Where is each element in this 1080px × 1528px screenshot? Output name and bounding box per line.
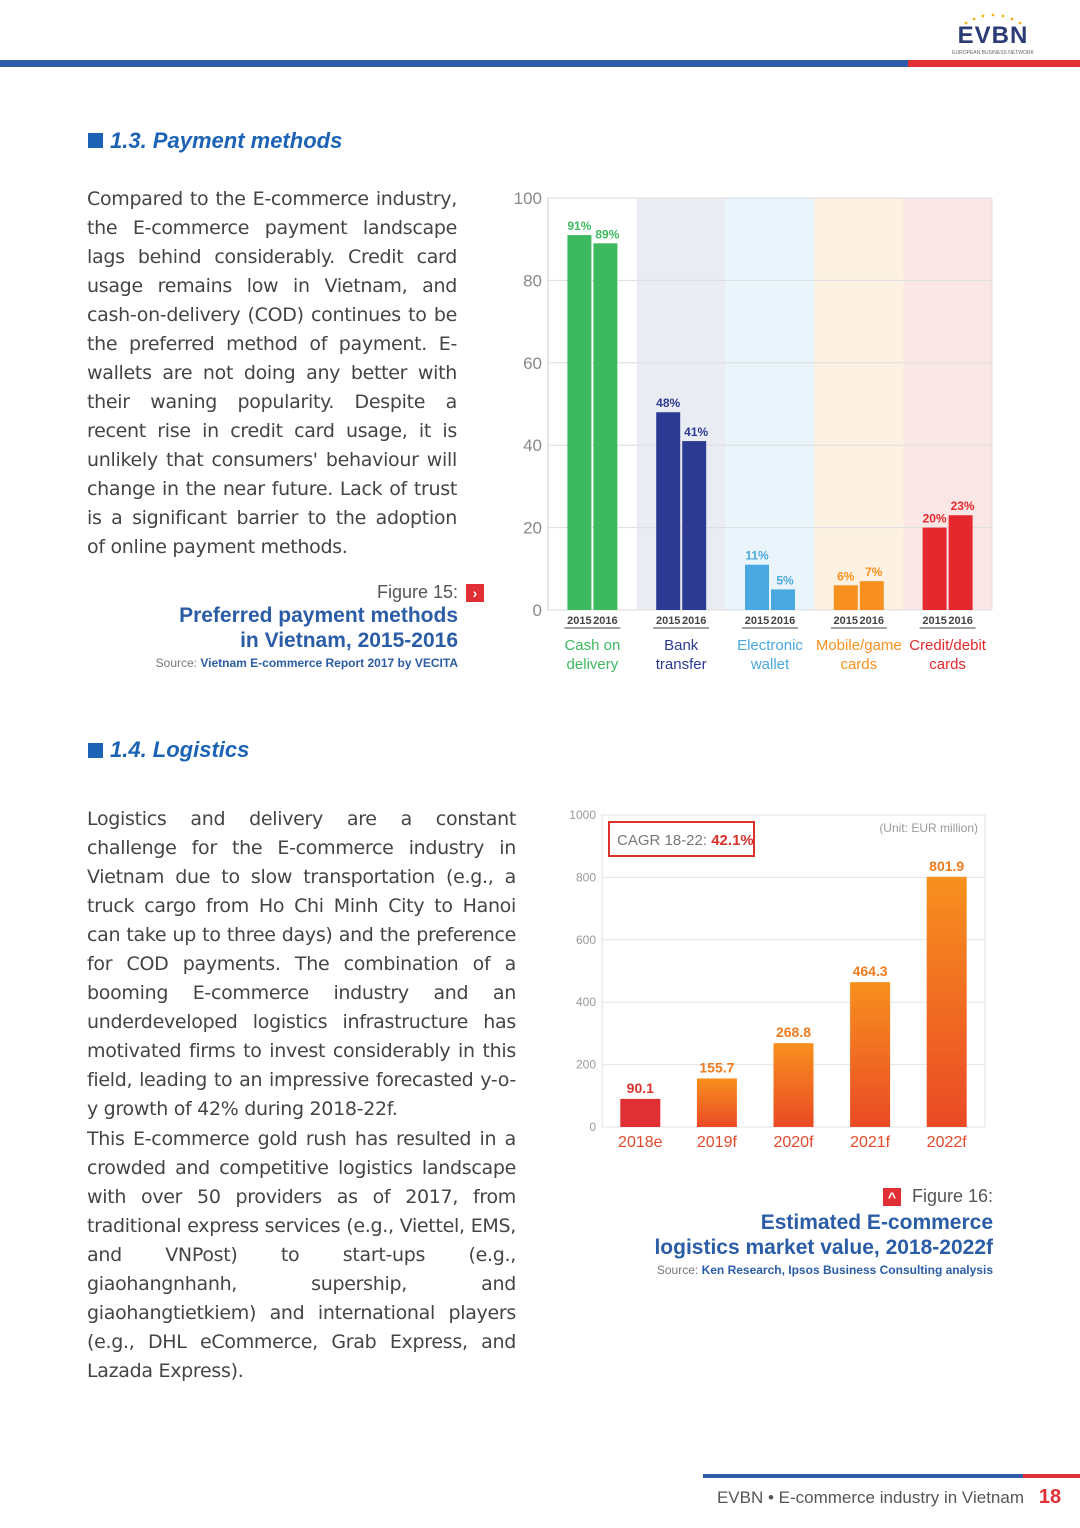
y-tick-label: 0 — [532, 601, 542, 620]
bar-2015 — [567, 235, 591, 610]
year-label-2016: 2016 — [770, 615, 796, 627]
category-band — [548, 198, 637, 610]
y-tick-label: 40 — [523, 436, 542, 456]
bar-2016 — [949, 515, 973, 610]
section-marker — [88, 133, 103, 148]
x-tick-label: 2022f — [926, 1134, 967, 1151]
data-label: 268.8 — [775, 1024, 812, 1041]
x-tick-label: 2021f — [850, 1134, 891, 1151]
footer-bar-red — [1023, 1474, 1080, 1478]
figure-label-text: Figure 16: — [911, 1186, 993, 1206]
y-tick-label: 80 — [523, 271, 542, 291]
year-label-2015: 2015 — [567, 615, 592, 627]
figure-15-title — [120, 603, 458, 653]
bar-2015 — [923, 528, 947, 610]
category-label: delivery — [566, 656, 619, 673]
source-prefix: Source: — [656, 1263, 702, 1277]
bar-2015 — [745, 565, 769, 610]
year-label-2016: 2016 — [593, 615, 618, 627]
figure-16-source — [560, 1263, 993, 1277]
bar-2016 — [771, 589, 795, 610]
chevron-right-icon: › — [466, 584, 484, 602]
data-label-2016: 41% — [684, 425, 709, 440]
footer-text: EVBN • E-commerce industry in Vietnam — [716, 1488, 1024, 1507]
data-label: 801.9 — [929, 857, 965, 874]
data-label-2016: 5% — [776, 573, 794, 588]
bar-2016 — [860, 581, 884, 610]
footer-bar-blue — [703, 1474, 1023, 1478]
bar-2016 — [682, 441, 706, 610]
y-tick-label: 800 — [575, 870, 596, 885]
data-label-2015: 48% — [656, 396, 681, 411]
logo-subtitle: EUROPEAN BUSINESS NETWORK — [952, 50, 1034, 56]
category-band — [814, 198, 903, 610]
y-tick-label: 1000 — [569, 808, 596, 822]
unit-note: (Unit: EUR million) — [879, 821, 978, 835]
bar — [774, 1043, 814, 1127]
year-label-2016: 2016 — [859, 615, 885, 627]
data-label-2015: 11% — [745, 548, 769, 563]
bar — [620, 1099, 660, 1127]
section-title-payment: 1.3. Payment methods — [110, 128, 343, 153]
section-title-logistics: 1.4. Logistics — [110, 737, 250, 762]
data-label-2016: 7% — [865, 565, 883, 580]
data-label-2016: 89% — [595, 227, 620, 242]
category-label: wallet — [750, 656, 790, 673]
figure-15-source — [100, 656, 458, 670]
category-band — [637, 198, 726, 610]
figure-title-line-2: in Vietnam, 2015-2016 — [240, 629, 458, 652]
figure-title-line-2: logistics market value, 2018-2022f — [654, 1236, 993, 1259]
bar — [697, 1078, 737, 1127]
category-label: Electronic — [737, 637, 803, 654]
logistics-market-chart — [560, 800, 1000, 1160]
y-tick-label: 400 — [575, 995, 596, 1010]
figure-title-line-1: Preferred payment methods — [179, 604, 458, 627]
logo-text: EVBN — [957, 22, 1029, 49]
payment-paragraph: Compared to the E-commerce industry, the E-commerce payment landscape lags behind considerably. Credit card usage remains low in Vietnam, and cash-on-delivery (COD) continues to be the preferred method of payment. E-wallets are not doing any better with their waning popularity. Despite a recent rise in credit card usage, it is unlikely that consumers' behaviour will change in the near future. Lack of trust is a significant barrier to the adoption of online payment methods. — [87, 188, 457, 558]
year-label-2015: 2015 — [833, 615, 859, 627]
category-label: Bank — [664, 637, 699, 654]
payment-methods-chart — [500, 180, 1010, 685]
figure-16-label — [905, 1186, 993, 1207]
x-tick-label: 2019f — [696, 1134, 737, 1151]
data-label: 90.1 — [626, 1079, 654, 1096]
figure-label-text: Figure 15: — [376, 582, 458, 602]
category-label: Cash on — [564, 637, 621, 654]
year-label-2015: 2015 — [655, 615, 681, 627]
category-label: Mobile/game — [815, 637, 902, 654]
y-tick-label: 600 — [575, 932, 596, 947]
category-label: transfer — [655, 656, 707, 673]
data-label-2015: 20% — [922, 511, 947, 526]
bar-2015 — [834, 585, 858, 610]
chevron-up-icon: ^ — [883, 1188, 901, 1206]
data-label-2015: 6% — [837, 569, 855, 584]
y-tick-label: 200 — [575, 1057, 596, 1072]
category-band — [726, 198, 815, 610]
logistics-paragraph-1: Logistics and delivery are a constant challenge for the E-commerce industry in Vietnam due to slow transportation (e.g., a truck cargo from Ho Chi Minh City to Hanoi can take up to three days) and the preference for COD payments. The combination of a booming E-commerce industry and an underdeveloped logistics infrastructure has motivated firms to invest considerably in this field, leading to an impressive forecasted y-o-y growth of 42% during 2018-22f. — [87, 808, 516, 1120]
bar — [850, 982, 890, 1127]
x-tick-label: 2018e — [618, 1134, 663, 1151]
logistics-paragraph-2: This E-commerce gold rush has resulted in a crowded and competitive logistics landscape with over 50 providers as of 2017, from traditional express services (e.g., Viettel, EMS, and VNPost) to start-ups (e.g., giaohangnhanh, supership, and giaohangtietkiem) and international players (e.g., DHL eCommerce, Grab Express, and Lazada Express). — [87, 1128, 516, 1382]
evbn-logo — [948, 12, 1038, 56]
data-label-2015: 91% — [567, 219, 592, 234]
header-bar-red — [908, 60, 1080, 67]
data-label: 155.7 — [699, 1059, 735, 1076]
section-marker — [88, 743, 103, 758]
bar — [927, 877, 967, 1127]
y-tick-label: 60 — [523, 353, 542, 373]
cagr-label: CAGR 18-22: 42.1% — [617, 832, 754, 849]
data-label-2016: 23% — [950, 499, 975, 514]
y-tick-label: 0 — [589, 1120, 596, 1134]
category-band — [903, 198, 992, 610]
x-tick-label: 2020f — [773, 1134, 814, 1151]
figure-15-label — [250, 582, 458, 603]
category-label: cards — [840, 656, 878, 673]
year-label-2015: 2015 — [744, 615, 770, 627]
cagr-value: 42.1% — [711, 832, 754, 849]
page-number: 18 — [1038, 1486, 1062, 1508]
category-label: Credit/debit — [909, 637, 986, 654]
bar-2015 — [656, 412, 680, 610]
data-label: 464.3 — [852, 963, 888, 980]
y-tick-label: 100 — [513, 189, 542, 208]
year-label-2016: 2016 — [948, 615, 973, 627]
source-prefix: Source: — [155, 656, 201, 670]
figure-16-title — [600, 1210, 993, 1260]
y-tick-label: 20 — [523, 518, 542, 538]
header-bar-blue — [0, 60, 908, 67]
year-label-2015: 2015 — [922, 615, 947, 627]
category-label: cards — [929, 656, 966, 673]
source-name: Ken Research, Ipsos Business Consulting analysis — [701, 1263, 993, 1277]
bar-2016 — [593, 243, 617, 610]
figure-title-line-1: Estimated E-commerce — [760, 1211, 993, 1234]
year-label-2016: 2016 — [681, 615, 707, 627]
source-name: Vietnam E-commerce Report 2017 by VECITA — [200, 656, 458, 670]
